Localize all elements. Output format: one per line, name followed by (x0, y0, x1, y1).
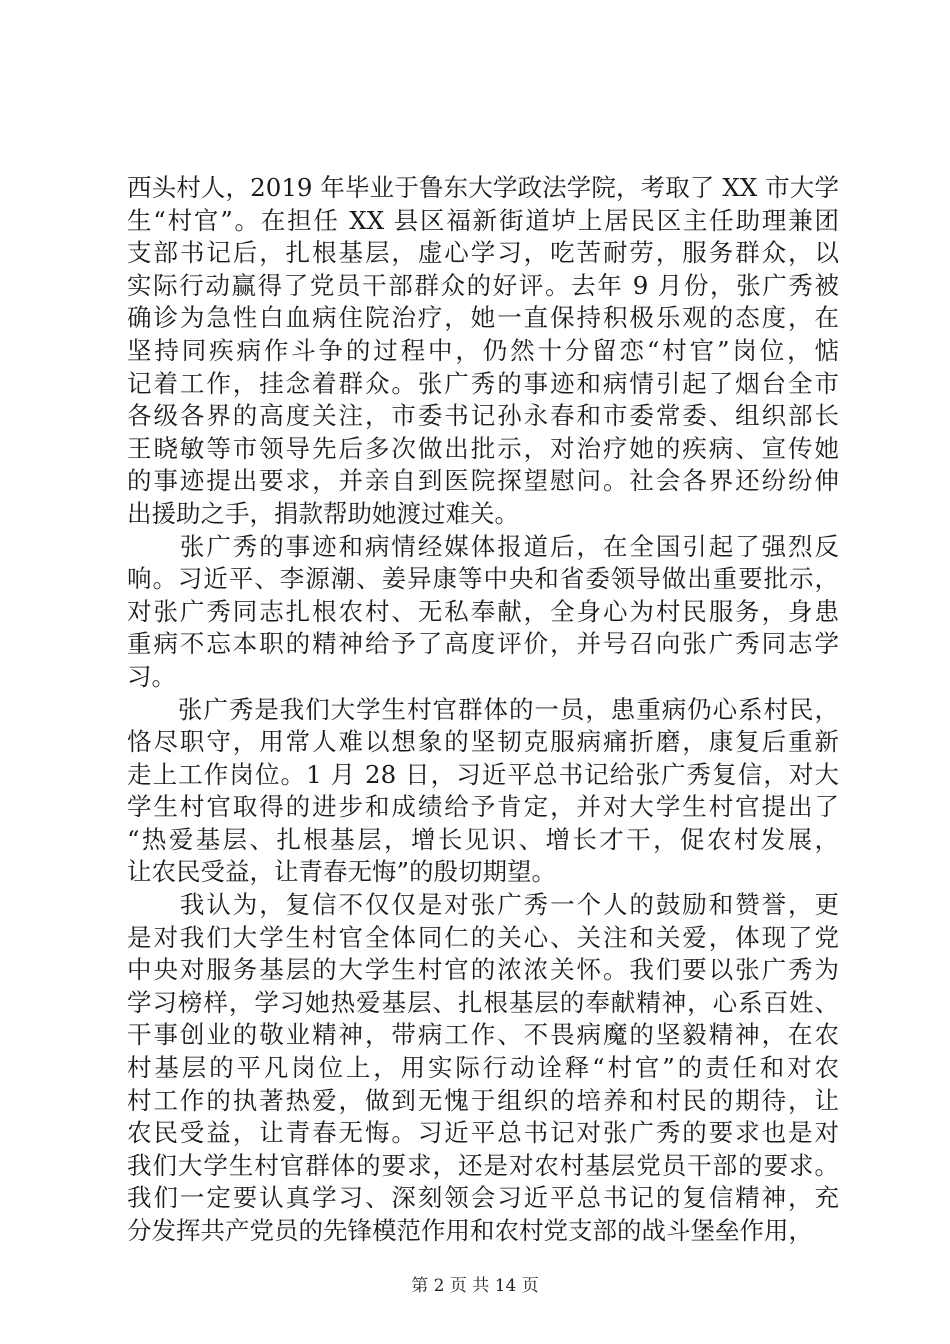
text-line: 重病不忘本职的精神给予了高度评价，并号召向张广秀同志学 (127, 629, 839, 659)
text-line: 让农民受益，让青春无悔”的殷切期望。 (127, 857, 557, 887)
paragraph (127, 172, 839, 531)
text-line: 分发挥共产党员的先锋模范作用和农村党支部的战斗堡垒作用， (127, 1216, 813, 1245)
text-line: 恪尽职守，用常人难以想象的坚韧克服病痛折磨，康复后重新 (127, 727, 839, 757)
document-body (127, 172, 839, 1248)
text-line: 西头村人，2019 年毕业于鲁东大学政法学院，考取了 XX 市大学 (127, 173, 839, 202)
text-line: 我认为，复信不仅仅是对张广秀一个人的鼓励和赞誉，更 (127, 890, 839, 920)
text-line: 我们一定要认真学习、深刻领会习近平总书记的复信精神，充 (127, 1183, 839, 1213)
text-line: “热爱基层、扎根基层，增长见识、增长才干，促农村发展， (127, 824, 839, 854)
text-line: 张广秀是我们大学生村官群体的一员，患重病仍心系村民， (127, 694, 839, 724)
text-line: 村工作的执著热爱，做到无愧于组织的培养和村民的期待，让 (127, 1085, 839, 1115)
paragraph (127, 531, 839, 694)
text-line: 村基层的平凡岗位上，用实际行动诠释“村官”的责任和对农 (127, 1053, 839, 1083)
text-line: 确诊为急性白血病住院治疗，她一直保持积极乐观的态度，在 (127, 303, 839, 333)
text-line: 干事创业的敬业精神，带病工作、不畏病魔的坚毅精神，在农 (127, 1020, 839, 1050)
text-line: 生“村官”。在担任 XX 县区福新街道垆上居民区主任助理兼团 (127, 205, 839, 235)
text-line: 出援助之手，捐款帮助她渡过难关。 (127, 498, 519, 528)
text-line: 各级各界的高度关注，市委书记孙永春和市委常委、组织部长 (127, 401, 839, 431)
text-line: 张广秀的事迹和病情经媒体报道后，在全国引起了强烈反 (127, 531, 839, 561)
text-line: 的事迹提出要求，并亲自到医院探望慰问。社会各界还纷纷伸 (127, 466, 839, 496)
text-line: 实际行动赢得了党员干部群众的好评。去年 9 月份，张广秀被 (127, 270, 839, 300)
text-line: 对张广秀同志扎根农村、无私奉献，全身心为村民服务，身患 (127, 596, 839, 626)
text-line: 我们大学生村官群体的要求，还是对农村基层党员干部的要求。 (127, 1150, 839, 1180)
text-line: 学生村官取得的进步和成绩给予肯定，并对大学生村官提出了 (127, 792, 839, 822)
text-line: 农民受益，让青春无悔。习近平总书记对张广秀的要求也是对 (127, 1118, 839, 1148)
text-line: 坚持同疾病作斗争的过程中，仍然十分留恋“村官”岗位，惦 (127, 335, 839, 365)
text-line: 支部书记后，扎根基层，虚心学习，吃苦耐劳，服务群众，以 (127, 238, 839, 268)
text-line: 学习榜样，学习她热爱基层、扎根基层的奉献精神，心系百姓、 (127, 987, 839, 1017)
text-line: 中央对服务基层的大学生村官的浓浓关怀。我们要以张广秀为 (127, 955, 839, 985)
text-line: 是对我们大学生村官全体同仁的关心、关注和关爱，体现了党 (127, 922, 839, 952)
text-line: 王晓敏等市领导先后多次做出批示，对治疗她的疾病、宣传她 (127, 433, 839, 463)
text-line: 习。 (127, 661, 176, 691)
text-line: 走上工作岗位。1 月 28 日，习近平总书记给张广秀复信，对大 (127, 759, 839, 789)
paragraph (127, 694, 839, 890)
text-line: 响。习近平、李源潮、姜异康等中央和省委领导做出重要批示， (127, 564, 839, 594)
page-footer: 第 2 页 共 14 页 (411, 1276, 539, 1296)
paragraph (127, 889, 839, 1248)
text-line: 记着工作，挂念着群众。张广秀的事迹和病情引起了烟台全市 (127, 368, 839, 398)
